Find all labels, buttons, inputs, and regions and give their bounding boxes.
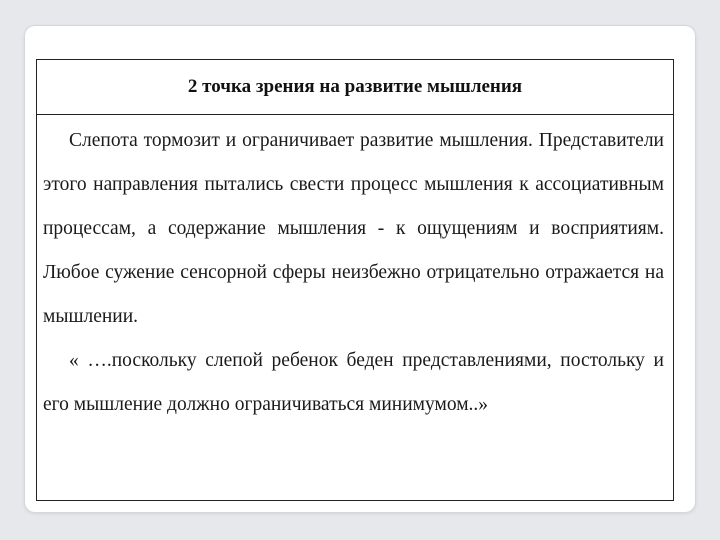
paragraph-quote: « ….поскольку слепой ребенок беден представлениями, постольку и его мышление должно ограничиваться минимумом..»: [43, 350, 664, 415]
content-table: [36, 59, 674, 501]
body-text: [37, 115, 673, 427]
slide-title: 2 точка зрения на развитие мышления: [37, 60, 673, 115]
paragraph-main: Слепота тормозит и ограничивает развитие мышления. Представители этого направления пытались свести процесс мышления к ассоциативным процессам, а содержание мышления - к ощущениям и восприятиям. Любое сужение сенсорной сферы неизбежно отрицательно отражается на мышлении.: [43, 130, 664, 327]
